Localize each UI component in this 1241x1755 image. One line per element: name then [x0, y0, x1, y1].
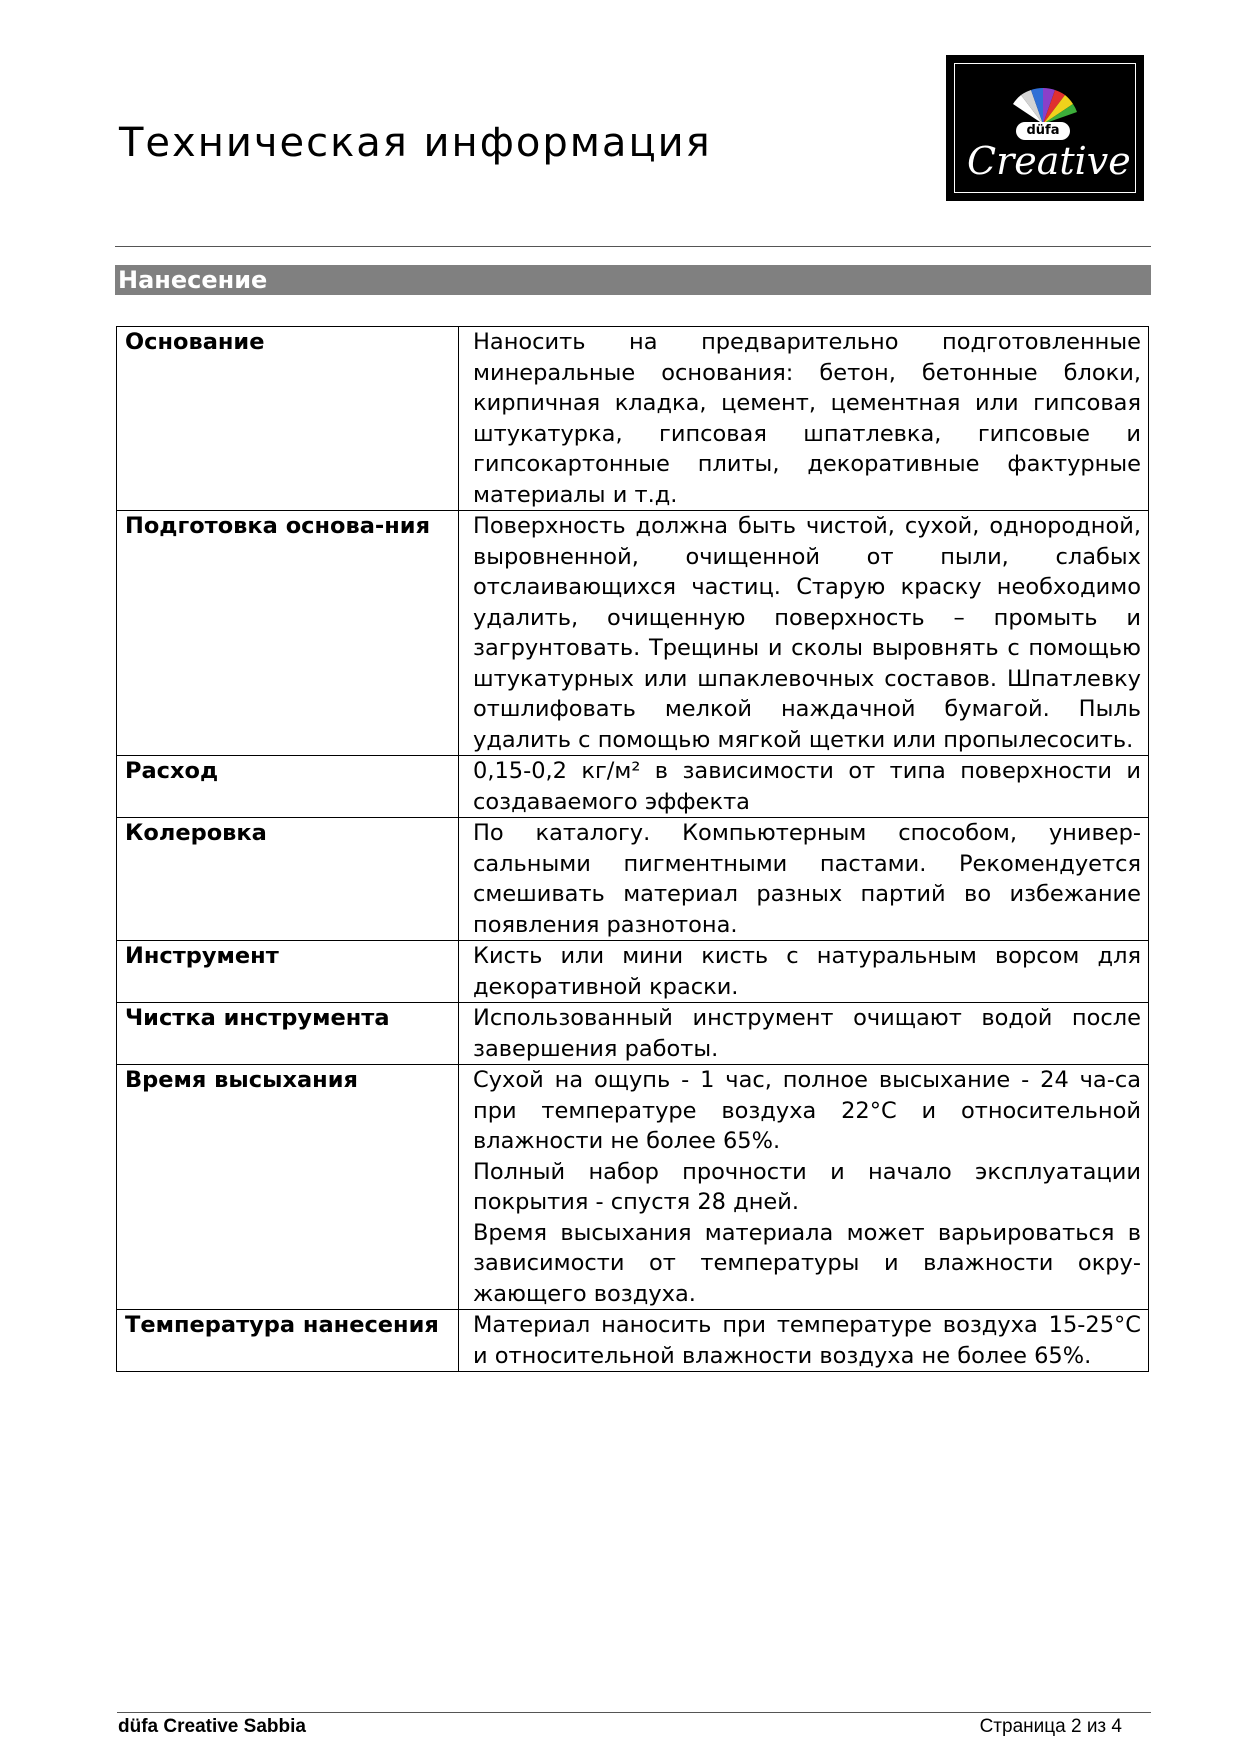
footer-divider — [117, 1712, 1151, 1713]
table-row — [117, 756, 1149, 818]
row-value-paragraph: Поверхность должна быть чистой, сухой, однородной, выровненной, очищенной от пыли, слабых отслаивающихся частиц. Старую краску необходимо удалить, очищенную поверхность – промыть и загрунтовать. Трещины и сколы выровнять с помощью штукатурных или шпаклевочных составов. Шпатлевку отшлифовать мелкой наждачной бумагой. Пыль удалить с помощью мягкой щетки или пропылесосить. — [473, 513, 1141, 753]
table-row — [117, 1310, 1149, 1372]
row-value — [459, 941, 1149, 1003]
table-row — [117, 327, 1149, 511]
row-label: Колеровка — [117, 818, 459, 941]
table-row — [117, 1065, 1149, 1310]
row-value-paragraph: Кисть или мини кисть с натуральным ворсом для декоративной краски. — [473, 943, 1141, 1000]
row-value — [459, 327, 1149, 511]
table-row — [117, 511, 1149, 756]
row-value-paragraph: Сухой на ощупь - 1 час, полное высыхание - 24 ча-са при температуре воздуха 22°С и относительной влажности не более 65%. — [473, 1067, 1141, 1154]
row-value-paragraph: 0,15-0,2 кг/м² в зависимости от типа поверхности и создаваемого эффекта — [473, 758, 1141, 815]
row-value-paragraph: Материал наносить при температуре воздуха 15-25°С и относительной влажности воздуха не более 65%. — [473, 1312, 1141, 1369]
footer-product: düfa Creative Sabbia — [118, 1716, 306, 1737]
section-header: Нанесение — [115, 265, 1151, 295]
row-value-paragraph: Время высыхания материала может варьироваться в зависимости от температуры и влажности окру-жающего воздуха. — [473, 1219, 1141, 1307]
row-value — [459, 818, 1149, 941]
row-label: Подготовка основа-ния — [117, 511, 459, 756]
row-value — [459, 756, 1149, 818]
row-label: Чистка инструмента — [117, 1003, 459, 1065]
logo-brand-text: düfa — [1016, 122, 1070, 140]
row-value — [459, 511, 1149, 756]
footer-page-number: Страница 2 из 4 — [979, 1716, 1122, 1737]
row-label: Инструмент — [117, 941, 459, 1003]
row-value-paragraph: Полный набор прочности и начало эксплуатации покрытия - спустя 28 дней. — [473, 1158, 1141, 1215]
row-value-paragraph: Использованный инструмент очищают водой после завершения работы. — [473, 1005, 1141, 1062]
row-value-paragraph: По каталогу. Компьютерным способом, универ-сальными пигментными пастами. Рекомендуется смешивать материал разных партий во избежание появления разнотона. — [473, 820, 1141, 938]
row-label: Основание — [117, 327, 459, 511]
dufa-creative-logo — [946, 55, 1144, 201]
logo-script-text: Creative — [967, 139, 1131, 183]
row-label: Расход — [117, 756, 459, 818]
row-value — [459, 1003, 1149, 1065]
row-label: Температура нанесения — [117, 1310, 459, 1372]
row-value — [459, 1065, 1149, 1310]
table-row — [117, 1003, 1149, 1065]
row-value — [459, 1310, 1149, 1372]
row-value-paragraph: Наносить на предварительно подготовленные минеральные основания: бетон, бетонные блоки, кирпичная кладка, цемент, цементная или гипсовая штукатурка, гипсовая шпатлевка, гипсовые и гипсокартонные плиты, декоративные фактурные материалы и т.д. — [473, 329, 1141, 508]
application-table — [116, 326, 1149, 1372]
page-title: Техническая информация — [119, 120, 712, 166]
table-row — [117, 818, 1149, 941]
header-divider — [115, 246, 1151, 247]
row-label: Время высыхания — [117, 1065, 459, 1310]
table-row — [117, 941, 1149, 1003]
